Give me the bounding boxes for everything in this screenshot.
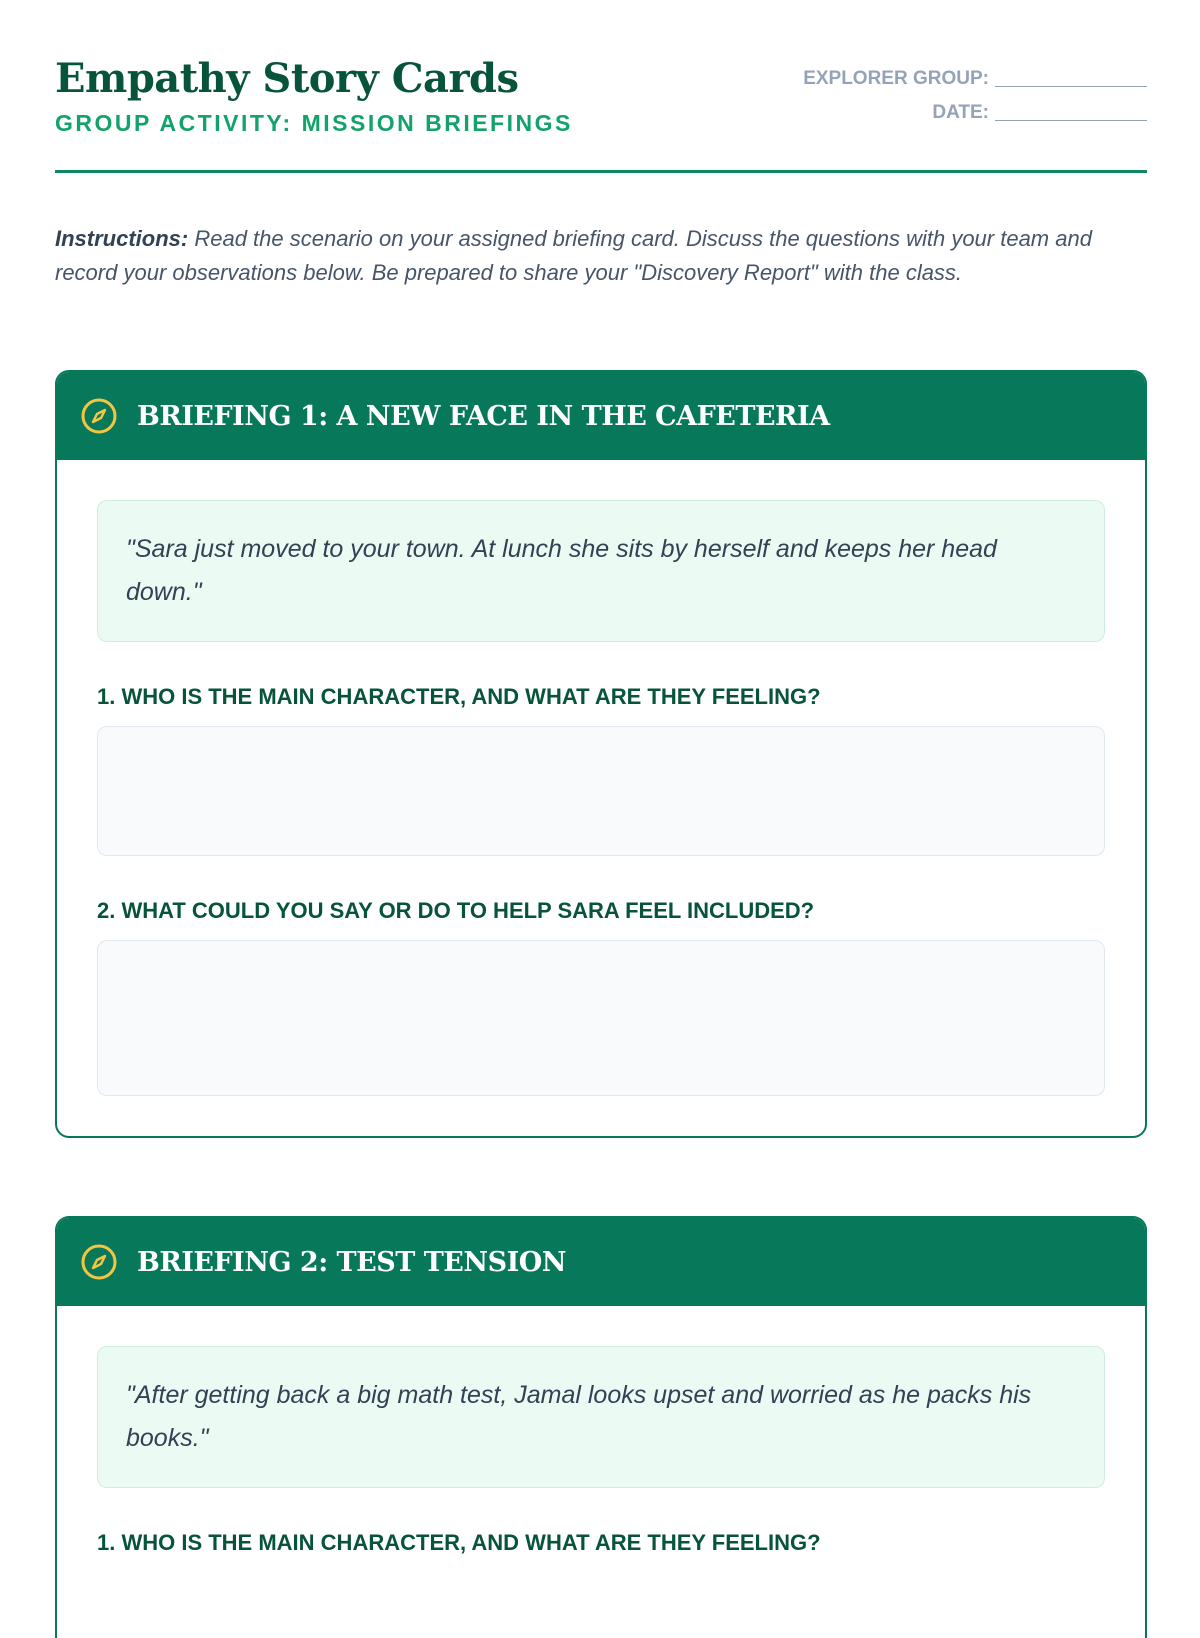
date-line[interactable] (995, 102, 1147, 121)
compass-icon (79, 1242, 119, 1282)
briefing-body (57, 1306, 1145, 1612)
briefing-header (57, 372, 1145, 460)
answer-box[interactable] (97, 940, 1105, 1096)
instructions-lead: Instructions: (55, 226, 189, 251)
explorer-group-field (803, 68, 1147, 102)
instructions (55, 222, 1147, 290)
worksheet-page (55, 0, 1147, 1555)
briefing-title: BRIEFING 2: TEST TENSION (137, 1246, 566, 1278)
scenario-text: "After getting back a big math test, Jamal looks upset and worried as he packs his books." (97, 1346, 1105, 1488)
question-label: 2. WHAT COULD YOU SAY OR DO TO HELP SARA FEEL INCLUDED? (97, 898, 815, 923)
date-label: DATE: (932, 102, 989, 123)
compass-icon (79, 396, 119, 436)
briefing-header (57, 1218, 1145, 1306)
page-title: Empathy Story Cards (55, 55, 519, 102)
answer-box[interactable] (97, 726, 1105, 856)
date-field (803, 102, 1147, 136)
page-subtitle: GROUP ACTIVITY: MISSION BRIEFINGS (55, 110, 573, 136)
briefing-card (55, 370, 1147, 1138)
briefing-title: BRIEFING 1: A NEW FACE IN THE CAFETERIA (137, 400, 830, 432)
worksheet-header (55, 0, 1147, 173)
scenario-text: "Sara just moved to your town. At lunch she sits by herself and keeps her head down." (97, 500, 1105, 642)
explorer-group-label: EXPLORER GROUP: (803, 68, 989, 89)
question-label: 1. WHO IS THE MAIN CHARACTER, AND WHAT ARE THEY FEELING? (97, 1530, 821, 1555)
instructions-text: Read the scenario on your assigned briefing card. Discuss the questions with your team and record your observations below. Be prepared to share your "Discovery Report" with the class. (55, 226, 1092, 285)
explorer-group-line[interactable] (995, 68, 1147, 87)
briefing-card (55, 1216, 1147, 1638)
question-label: 1. WHO IS THE MAIN CHARACTER, AND WHAT ARE THEY FEELING? (97, 684, 821, 709)
meta-fields (803, 68, 1147, 136)
briefing-body (57, 460, 1145, 1136)
